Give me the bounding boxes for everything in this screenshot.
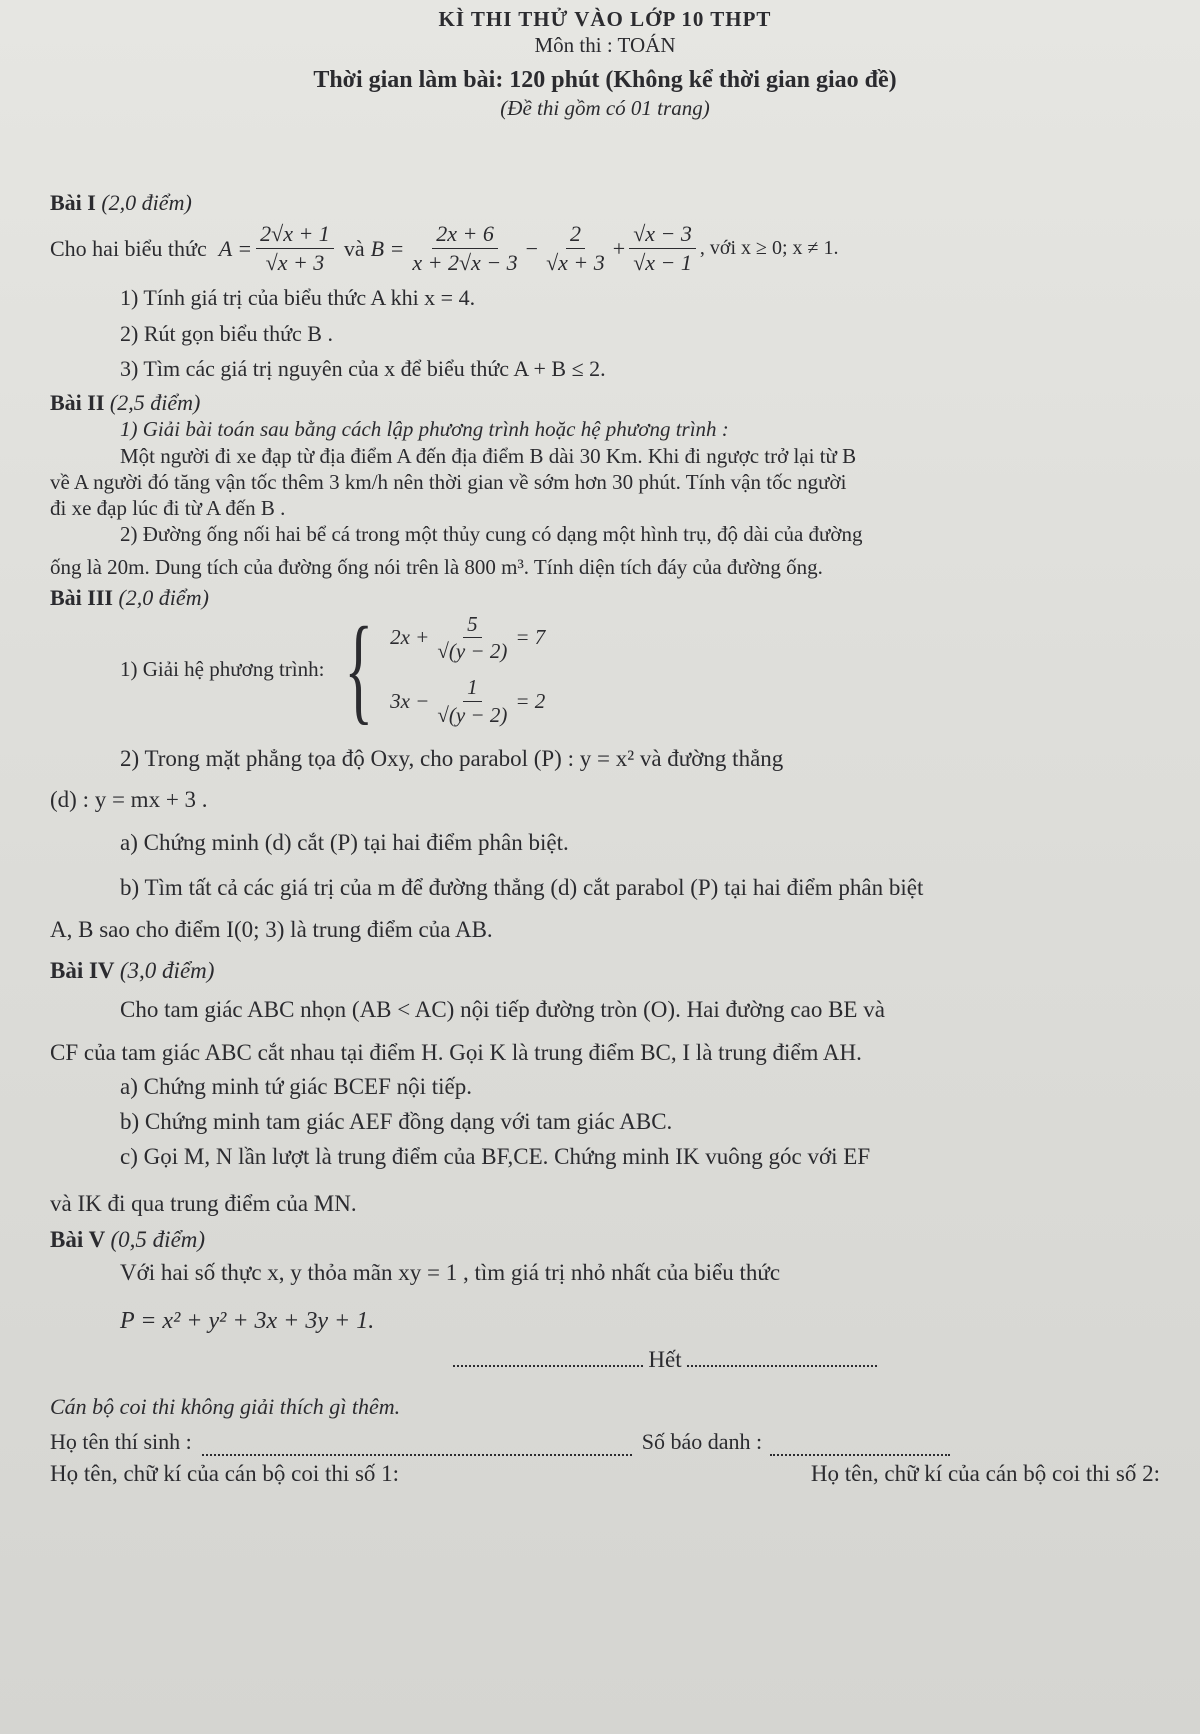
dotted-line — [453, 1347, 643, 1367]
question-2-2-line: 2) Đường ống nối hai bể cá trong một thủy cung có dạng một hình trụ, độ dài của đường — [120, 522, 863, 547]
question-4c-line: c) Gọi M, N lần lượt là trung điểm của BF,CE. Chứng minh IK vuông góc với EF — [120, 1143, 871, 1169]
question-1-3: 3) Tìm các giá trị nguyên của x để biểu thức A + B ≤ 2. — [120, 356, 606, 382]
problem-4-line: CF của tam giác ABC cắt nhau tại điểm H. Gọi K là trung điểm BC, I là trung điểm AH. — [50, 1039, 862, 1065]
question-4b: b) Chứng minh tam giác AEF đồng dạng với tam giác ABC. — [120, 1109, 673, 1134]
candidate-name-field — [202, 1436, 632, 1456]
section-bai-1 — [50, 189, 1160, 383]
question-1-1: 1) Tính giá trị của biểu thức A khi x = 4. — [120, 285, 476, 311]
question-4c-line: và IK đi qua trung điểm của MN. — [50, 1190, 357, 1216]
question-3-2b-line: A, B sao cho điểm I(0; 3) là trung điểm của AB. — [50, 917, 493, 943]
question-2-1-line: Một người đi xe đạp từ địa điểm A đến địa điểm B dài 30 Km. Khi đi ngược trở lại từ B — [120, 443, 857, 468]
exam-header — [50, 0, 1160, 121]
section-title: Bài IV (3,0 điểm) — [50, 958, 215, 983]
exam-title: KÌ THI THỬ VÀO LỚP 10 THPT — [438, 7, 772, 31]
brace-icon: { — [344, 602, 374, 736]
section-bai-3 — [50, 584, 1160, 945]
fraction-A: $\frac{2√x + 1}{√x + 3}$ — [256, 220, 334, 276]
question-3-2-line: (d) : y = mx + 3 . — [50, 787, 208, 812]
question-2-1-line: đi xe đạp lúc đi từ A đến B . — [50, 496, 286, 520]
exam-time: Thời gian làm bài: 120 phút (Không kể thời gian giao đề) — [313, 66, 897, 93]
section-bai-4 — [50, 957, 1160, 1218]
expression-definition: Cho hai biểu thức A = $\frac{2√x + 1}{√x + 3}$ và B = $\frac{2x + 6}{x + 2√x - 3}$ − $\frac{2}{√x + 3}$ + $\frac{√x - 3}{√x - 1}$ , với x ≥ 0; x ≠ 1. — [50, 221, 839, 275]
candidate-info-row: Họ tên thí sinh : Số báo danh : — [50, 1428, 1160, 1456]
candidate-number-field — [770, 1436, 950, 1456]
problem-5-line: Với hai số thực x, y thỏa mãn xy = 1 , tìm giá trị nhỏ nhất của biểu thức — [120, 1260, 781, 1285]
invigilator-signature-row: Họ tên, chữ kí của cán bộ coi thi số 1: Họ tên, chữ kí của cán bộ coi thi số 2: — [50, 1460, 1160, 1486]
fraction-B3: $\frac{√x - 3}{√x - 1}$ — [629, 220, 696, 276]
equation-2: 3x − $\frac{1}{√(y - 2)}$ = 2 — [390, 675, 546, 727]
dotted-line — [687, 1347, 877, 1367]
question-2-1-line: về A người đó tăng vận tốc thêm 3 km/h nên thời gian về sớm hơn 30 phút. Tính vận tốc người — [50, 469, 847, 494]
fraction-B2: $\frac{2}{√x + 3}$ — [546, 221, 605, 275]
equation-system-question: 1) Giải hệ phương trình: { 2x + $\frac{5}{√(y - 2)}$ = 7 3x − $\frac{1}{√(y - 2)}$ = 2 — [120, 602, 546, 736]
question-1-2: 2) Rút gọn biểu thức B . — [120, 320, 333, 346]
question-4a: a) Chứng minh tứ giác BCEF nội tiếp. — [120, 1074, 473, 1100]
section-title: Bài V (0,5 điểm) — [50, 1227, 206, 1253]
fraction-B1: $\frac{2x + 6}{x + 2√x - 3}$ — [412, 221, 518, 275]
fraction: $\frac{1}{√(y - 2)}$ — [437, 675, 508, 727]
exam-page-note: (Đề thi gồm có 01 trang) — [500, 95, 710, 120]
section-bai-5 — [50, 1226, 1160, 1336]
end-marker: Hết — [170, 1346, 1160, 1375]
problem-5-expression: P = x² + y² + 3x + 3y + 1. — [120, 1307, 375, 1334]
exam-subject: Môn thi : TOÁN — [534, 33, 676, 58]
section-title: Bài III (2,0 điểm) — [50, 584, 209, 610]
section-title: Bài II (2,5 điểm) — [50, 389, 201, 415]
question-3-2-line: 2) Trong mặt phẳng tọa độ Oxy, cho parabol (P) : y = x² và đường thẳng — [120, 746, 784, 772]
equation-1: 2x + $\frac{5}{√(y - 2)}$ = 7 — [390, 611, 546, 663]
question-2-1-heading: 1) Giải bài toán sau bằng cách lập phương trình hoặc hệ phương trình : — [120, 417, 729, 442]
question-3-2b-line: b) Tìm tất cả các giá trị của m để đường thẳng (d) cắt parabol (P) tại hai điểm phân biệt — [120, 874, 924, 900]
section-bai-2 — [50, 389, 1160, 580]
question-3-2a: a) Chứng minh (d) cắt (P) tại hai điểm phân biệt. — [120, 829, 569, 855]
exam-footer — [50, 1346, 1160, 1489]
question-2-2-line: ống là 20m. Dung tích của đường ống nói trên là 800 m³. Tính diện tích đáy của đường ống. — [50, 554, 823, 579]
problem-4-line: Cho tam giác ABC nhọn (AB < AC) nội tiếp đường tròn (O). Hai đường cao BE và — [120, 996, 885, 1022]
footer-note: Cán bộ coi thi không giải thích gì thêm. — [50, 1393, 401, 1419]
section-title: Bài I (2,0 điểm) — [50, 189, 192, 215]
fraction: $\frac{5}{√(y - 2)}$ — [437, 611, 508, 663]
